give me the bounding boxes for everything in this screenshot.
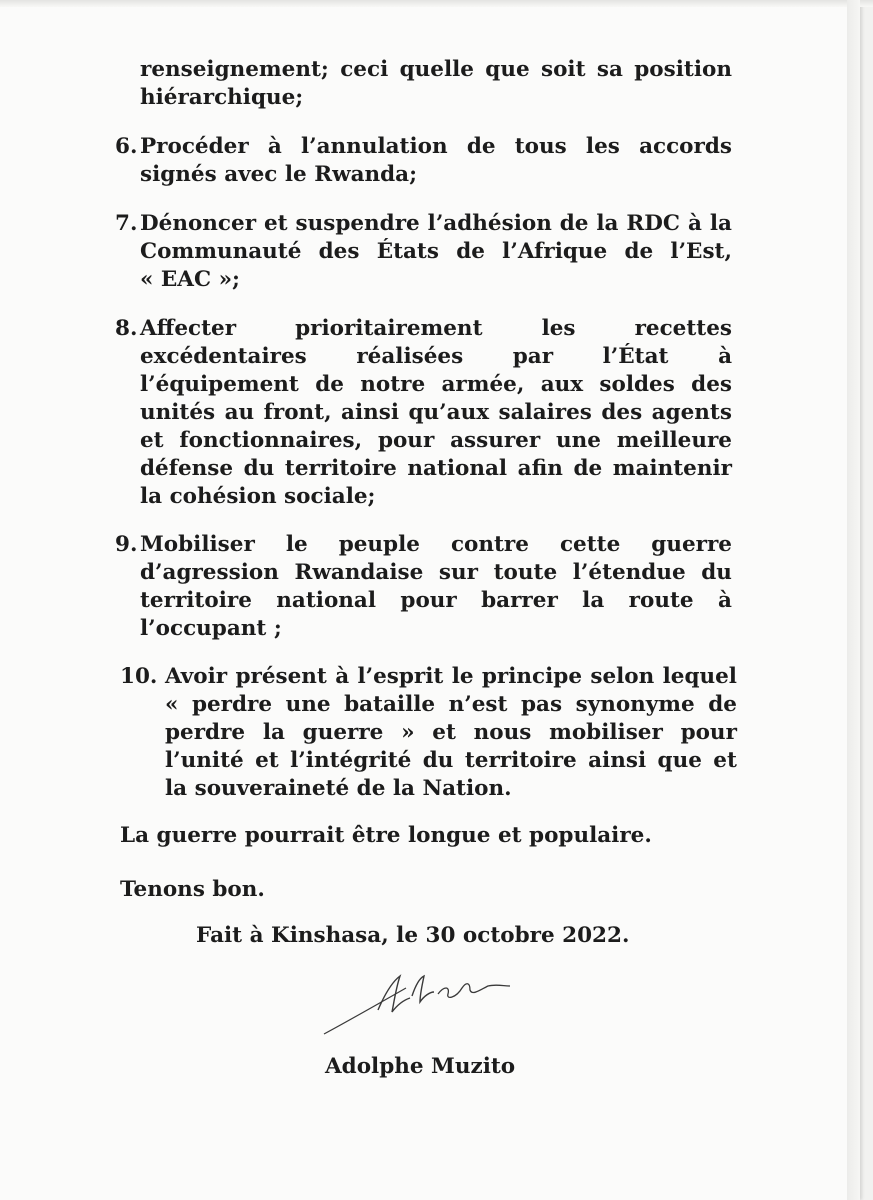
word: sa	[596, 57, 623, 82]
item-number: 6.	[115, 134, 138, 159]
word: du	[243, 456, 275, 481]
word: position	[634, 57, 732, 82]
word: contre	[450, 532, 529, 557]
word: et	[432, 720, 456, 745]
word: fonctionnaires,	[179, 428, 363, 453]
word: barrer	[481, 588, 558, 613]
word: réalisées	[356, 344, 464, 369]
handwritten-signature	[320, 968, 520, 1038]
word: notre	[360, 372, 426, 397]
continuation-line	[140, 56, 732, 83]
word: à	[267, 134, 282, 159]
word: qu’aux	[408, 400, 490, 425]
word: cette	[559, 532, 621, 557]
signature-stroke	[412, 976, 434, 1002]
word: les	[541, 316, 576, 341]
word: meilleure	[616, 428, 732, 453]
item-line: l’occupant ;	[140, 616, 282, 641]
item-number: 9.	[115, 532, 138, 557]
word: Procéder	[140, 134, 249, 159]
word: afin	[517, 456, 563, 481]
word: pour	[377, 428, 435, 453]
word: prioritairement	[295, 316, 483, 341]
item-line	[165, 663, 737, 690]
word: défense	[140, 456, 234, 481]
word: ainsi	[341, 400, 400, 425]
word: peuple	[338, 532, 420, 557]
signature-stroke	[324, 988, 406, 1034]
word: à	[687, 211, 702, 236]
word: perdre	[191, 692, 273, 717]
word: du	[701, 560, 732, 585]
word: et	[713, 748, 737, 773]
word: que	[657, 748, 702, 773]
item-line	[140, 371, 732, 398]
signatory-name: Adolphe Muzito	[325, 1054, 516, 1079]
closing-statement: La guerre pourrait être longue et populaire.	[120, 823, 652, 848]
word: le	[285, 532, 308, 557]
word: ainsi	[588, 748, 647, 773]
word: RDC	[626, 211, 681, 236]
word: Mobiliser	[140, 532, 255, 557]
word: présent	[235, 664, 327, 689]
word: États	[376, 239, 439, 264]
word: l’adhésion	[427, 211, 552, 236]
word: selon	[590, 664, 655, 689]
item-line	[140, 427, 732, 454]
signature-stroke	[438, 984, 510, 998]
word: que	[485, 57, 530, 82]
word: accords	[639, 134, 732, 159]
word: route	[628, 588, 694, 613]
word: de	[573, 456, 603, 481]
item-line	[165, 691, 737, 718]
word: la	[709, 211, 732, 236]
word: toute	[493, 560, 558, 585]
item-line: la cohésion sociale;	[140, 484, 376, 509]
item-line: la souveraineté de la Nation.	[165, 776, 512, 801]
word: le	[451, 664, 474, 689]
word: au	[224, 400, 255, 425]
word: l’esprit	[357, 664, 444, 689]
word: à	[717, 588, 732, 613]
continuation-line: hiérarchique;	[140, 85, 304, 110]
word: national	[407, 456, 508, 481]
word: à	[718, 344, 732, 369]
word: la	[582, 588, 605, 613]
word: soit	[540, 57, 586, 82]
word: des	[691, 372, 732, 397]
item-line	[140, 343, 732, 370]
word: unités	[140, 400, 216, 425]
word: maintenir	[612, 456, 732, 481]
item-number: 7.	[115, 211, 138, 236]
word: «	[165, 692, 179, 717]
signature-stroke	[378, 976, 410, 1012]
item-line	[165, 747, 737, 774]
word: quelle	[399, 57, 474, 82]
word: de	[708, 692, 737, 717]
item-line	[140, 133, 732, 160]
word: n’est	[448, 692, 508, 717]
word: de	[315, 372, 344, 397]
word: armée,	[441, 372, 525, 397]
word: recettes	[634, 316, 732, 341]
word: nous	[473, 720, 532, 745]
word: aux	[540, 372, 584, 397]
word: les	[585, 134, 620, 159]
item-line	[140, 238, 732, 265]
word: des	[601, 400, 643, 425]
word: l’Afrique	[502, 239, 608, 264]
word: de	[466, 134, 496, 159]
word: territoire	[284, 456, 397, 481]
item-line: « EAC »;	[140, 267, 240, 292]
word: principe	[481, 664, 583, 689]
word: Avoir	[165, 664, 228, 689]
word: et	[255, 748, 279, 773]
word: guerre	[651, 532, 732, 557]
item-line	[140, 315, 732, 342]
word: sur	[438, 560, 478, 585]
word: l’État	[602, 344, 669, 369]
word: l’annulation	[300, 134, 448, 159]
word: suspendre	[295, 211, 420, 236]
word: des	[318, 239, 360, 264]
item-number: 10.	[120, 664, 158, 689]
word: la	[596, 211, 619, 236]
item-line	[140, 210, 732, 237]
word: salaires	[498, 400, 592, 425]
word: ceci	[340, 57, 389, 82]
word: la	[262, 720, 285, 745]
item-line	[140, 399, 732, 426]
word: guerre	[302, 720, 384, 745]
word: excédentaires	[140, 344, 307, 369]
word: Dénoncer	[140, 211, 257, 236]
item-line: signés avec le Rwanda;	[140, 162, 418, 187]
word: et	[140, 428, 164, 453]
word: et	[263, 211, 288, 236]
word: une	[285, 692, 331, 717]
item-line	[140, 531, 732, 558]
word: de	[456, 239, 485, 264]
word: l’unité	[165, 748, 244, 773]
word: d’agression	[140, 560, 279, 585]
word: pour	[400, 588, 457, 613]
word: renseignement;	[140, 57, 329, 82]
word: assurer	[450, 428, 541, 453]
word: l’équipement	[140, 372, 299, 397]
word: à	[335, 664, 350, 689]
word: lequel	[662, 664, 737, 689]
page-right-edge	[847, 0, 860, 1200]
word: une	[555, 428, 601, 453]
word: tous	[514, 134, 567, 159]
word: pour	[680, 720, 737, 745]
word: agents	[651, 400, 732, 425]
word: Rwandaise	[294, 560, 424, 585]
word: soldes	[599, 372, 675, 397]
item-line	[140, 587, 732, 614]
item-line	[165, 719, 737, 746]
closing-exhortation: Tenons bon.	[120, 877, 265, 902]
word: territoire	[464, 748, 577, 773]
word: Affecter	[140, 316, 237, 341]
word: Communauté	[140, 239, 302, 264]
item-line	[140, 559, 732, 586]
place-and-date: Fait à Kinshasa, le 30 octobre 2022.	[196, 923, 630, 948]
word: l’Est,	[670, 239, 732, 264]
item-line	[140, 455, 732, 482]
word: territoire	[140, 588, 252, 613]
word: national	[276, 588, 377, 613]
word: »	[401, 720, 415, 745]
word: l’étendue	[572, 560, 686, 585]
word: de	[559, 211, 589, 236]
word: du	[422, 748, 454, 773]
word: bataille	[344, 692, 436, 717]
word: front,	[263, 400, 332, 425]
word: perdre	[165, 720, 246, 745]
word: l’intégrité	[290, 748, 412, 773]
item-number: 8.	[115, 316, 138, 341]
page-top-edge	[0, 0, 873, 7]
word: synonyme	[575, 692, 695, 717]
word: pas	[521, 692, 563, 717]
word: de	[624, 239, 654, 264]
word: par	[512, 344, 554, 369]
word: mobiliser	[549, 720, 663, 745]
